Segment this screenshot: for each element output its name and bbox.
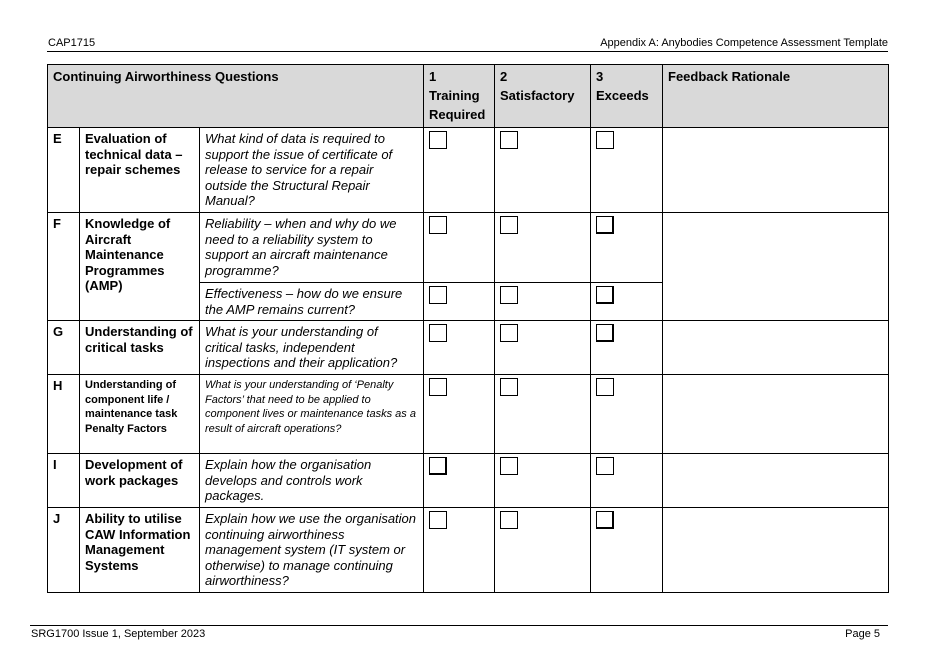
exceeds-cell: [591, 283, 663, 321]
row-question: Explain how the organisation develops and controls work packages.: [200, 454, 424, 508]
satisfactory-cell: [495, 213, 591, 283]
column-number: 1: [429, 69, 437, 84]
row-question: Effectiveness – how do we ensure the AMP remains current?: [200, 283, 424, 321]
column-number: 3: [596, 69, 604, 84]
row-question: Explain how we use the organisation continuing airworthiness management system (IT system or otherwise) to manage continuing airworthiness?: [200, 508, 424, 593]
column-number: 2: [500, 69, 508, 84]
satisfactory-checkbox[interactable]: [500, 457, 518, 475]
satisfactory-checkbox[interactable]: [500, 286, 518, 304]
table-row: [48, 375, 889, 454]
exceeds-checkbox[interactable]: [596, 286, 614, 304]
training-required-cell: [424, 375, 495, 454]
exceeds-checkbox[interactable]: [596, 378, 614, 396]
satisfactory-cell: [495, 128, 591, 213]
training-required-cell: [424, 454, 495, 508]
column-label: Required: [429, 107, 486, 122]
column-label: Exceeds: [596, 88, 649, 103]
table-row: [48, 213, 889, 283]
column-heading-training-required: [424, 65, 495, 128]
row-letter: E: [48, 128, 80, 213]
section-heading: Continuing Airworthiness Questions: [48, 65, 424, 128]
assessment-table: [47, 64, 889, 593]
exceeds-checkbox[interactable]: [596, 324, 614, 342]
exceeds-checkbox[interactable]: [596, 216, 614, 234]
satisfactory-checkbox[interactable]: [500, 378, 518, 396]
training-required-checkbox[interactable]: [429, 131, 447, 149]
row-topic: Understanding of critical tasks: [80, 321, 200, 375]
row-question: What kind of data is required to support the issue of certificate of release to service for a repair outside the Structural Repair Manual?: [200, 128, 424, 213]
column-label: Training: [429, 88, 480, 103]
exceeds-cell: [591, 213, 663, 283]
exceeds-cell: [591, 128, 663, 213]
exceeds-checkbox[interactable]: [596, 457, 614, 475]
feedback-rationale-cell[interactable]: [663, 375, 889, 454]
row-topic: Understanding of component life / maintenance task Penalty Factors: [80, 375, 200, 454]
document-reference: CAP1715: [48, 37, 96, 49]
feedback-rationale-cell[interactable]: [663, 128, 889, 213]
satisfactory-cell: [495, 321, 591, 375]
satisfactory-checkbox[interactable]: [500, 511, 518, 529]
feedback-rationale-cell[interactable]: [663, 321, 889, 375]
exceeds-cell: [591, 454, 663, 508]
satisfactory-checkbox[interactable]: [500, 324, 518, 342]
training-required-cell: [424, 321, 495, 375]
satisfactory-cell: [495, 375, 591, 454]
footer-divider: [30, 625, 888, 626]
row-topic: Knowledge of Aircraft Maintenance Programmes (AMP): [80, 213, 200, 321]
row-topic: Ability to utilise CAW Information Management Systems: [80, 508, 200, 593]
feedback-rationale-cell[interactable]: [663, 454, 889, 508]
column-label: Satisfactory: [500, 88, 575, 103]
row-question: What is your understanding of ‘Penalty Factors’ that need to be applied to component lives or maintenance tasks as a result of aircraft operations?: [200, 375, 424, 454]
table-row: [48, 454, 889, 508]
row-letter: H: [48, 375, 80, 454]
feedback-rationale-cell[interactable]: [663, 213, 889, 321]
satisfactory-cell: [495, 454, 591, 508]
training-required-cell: [424, 508, 495, 593]
satisfactory-checkbox[interactable]: [500, 216, 518, 234]
page-number: Page 5: [845, 628, 880, 640]
exceeds-checkbox[interactable]: [596, 511, 614, 529]
feedback-rationale-cell[interactable]: [663, 508, 889, 593]
row-topic: Evaluation of technical data – repair schemes: [80, 128, 200, 213]
training-required-cell: [424, 213, 495, 283]
row-topic: Development of work packages: [80, 454, 200, 508]
column-heading-satisfactory: [495, 65, 591, 128]
exceeds-cell: [591, 508, 663, 593]
training-required-checkbox[interactable]: [429, 457, 447, 475]
exceeds-checkbox[interactable]: [596, 131, 614, 149]
row-letter: J: [48, 508, 80, 593]
training-required-checkbox[interactable]: [429, 511, 447, 529]
exceeds-cell: [591, 321, 663, 375]
training-required-cell: [424, 128, 495, 213]
row-question: Reliability – when and why do we need to a reliability system to support an aircraft maintenance programme?: [200, 213, 424, 283]
row-letter: I: [48, 454, 80, 508]
training-required-checkbox[interactable]: [429, 324, 447, 342]
table-header-row: [48, 65, 889, 128]
satisfactory-cell: [495, 283, 591, 321]
document-section-title: Appendix A: Anybodies Competence Assessment Template: [600, 37, 888, 49]
row-letter: F: [48, 213, 80, 321]
table-row: [48, 321, 889, 375]
row-question: What is your understanding of critical tasks, independent inspections and their application?: [200, 321, 424, 375]
table-row: [48, 508, 889, 593]
training-required-checkbox[interactable]: [429, 378, 447, 396]
satisfactory-checkbox[interactable]: [500, 131, 518, 149]
column-heading-exceeds: [591, 65, 663, 128]
row-letter: G: [48, 321, 80, 375]
training-required-checkbox[interactable]: [429, 216, 447, 234]
exceeds-cell: [591, 375, 663, 454]
training-required-checkbox[interactable]: [429, 286, 447, 304]
training-required-cell: [424, 283, 495, 321]
header-divider: [47, 51, 888, 52]
table-row: [48, 128, 889, 213]
column-heading-feedback-rationale: Feedback Rationale: [663, 65, 889, 128]
issue-label: SRG1700 Issue 1, September 2023: [31, 628, 206, 640]
satisfactory-cell: [495, 508, 591, 593]
